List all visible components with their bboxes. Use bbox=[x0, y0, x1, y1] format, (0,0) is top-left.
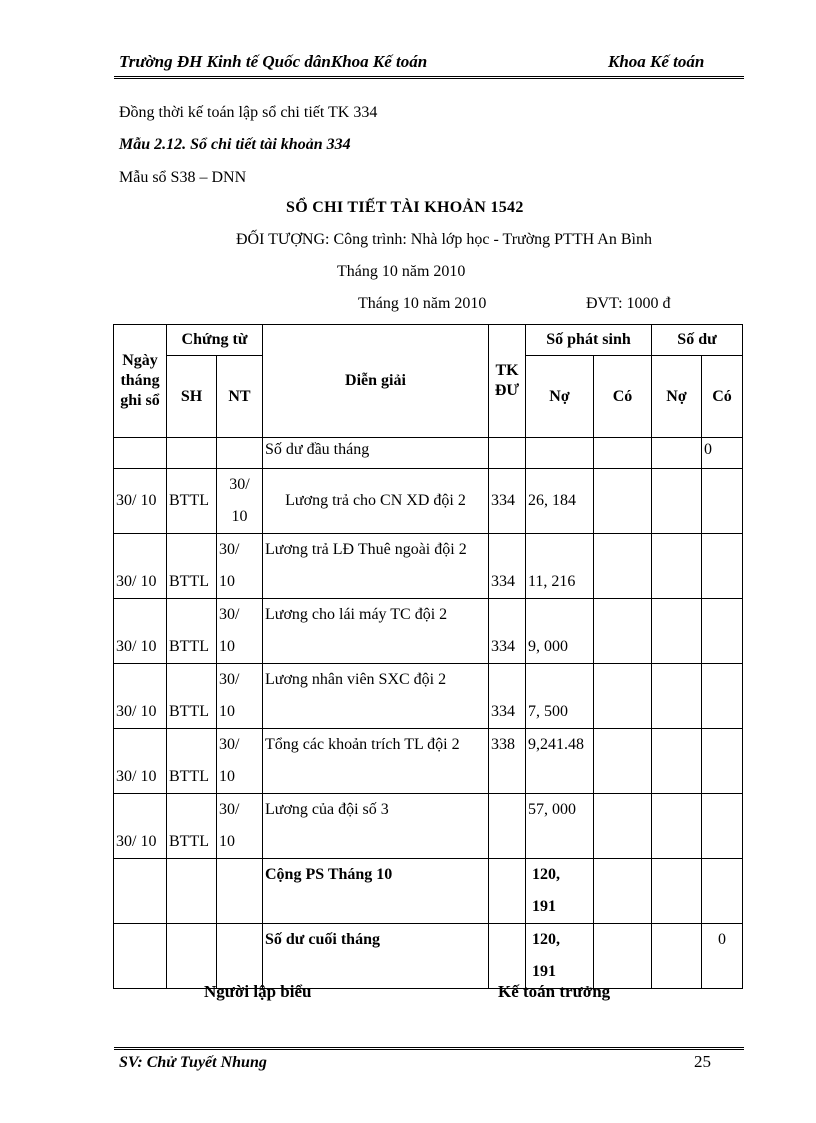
col-header-account: TK ĐƯ bbox=[489, 325, 526, 438]
footer-rule bbox=[114, 1047, 744, 1050]
cell-debit bbox=[526, 438, 594, 469]
cell-bal-credit: 0 bbox=[702, 438, 743, 469]
cell-date: 30/ 10 bbox=[114, 469, 167, 534]
cell-debit: 9, 000 bbox=[526, 599, 594, 664]
table-row bbox=[114, 599, 743, 664]
cell-desc: Lương của đội số 3 bbox=[263, 794, 489, 859]
cell-desc: Tổng các khoản trích TL đội 2 bbox=[263, 729, 489, 794]
cell-bal-debit bbox=[652, 438, 702, 469]
cell-empty bbox=[167, 924, 217, 989]
cell-sh bbox=[167, 438, 217, 469]
cell-date: 30/ 10 bbox=[114, 729, 167, 794]
signature-preparer: Người lập biểu bbox=[204, 982, 312, 1001]
cell-desc: Lương trả LĐ Thuê ngoài đội 2 bbox=[263, 534, 489, 599]
cell-desc: Số dư đầu tháng bbox=[263, 438, 489, 469]
cell-date: 30/ 10 bbox=[114, 534, 167, 599]
cell-debit: 9,241.48 bbox=[526, 729, 594, 794]
cell-sh: BTTL bbox=[167, 599, 217, 664]
cell-acct bbox=[489, 794, 526, 859]
cell-nt bbox=[217, 438, 263, 469]
cell-acct: 334 bbox=[489, 469, 526, 534]
cell-sh: BTTL bbox=[167, 469, 217, 534]
cell-debit: 11, 216 bbox=[526, 534, 594, 599]
cell-empty bbox=[167, 859, 217, 924]
cell-sh: BTTL bbox=[167, 534, 217, 599]
cell-credit bbox=[594, 438, 652, 469]
cell-credit bbox=[594, 729, 652, 794]
col-header-voucher: Chứng từ bbox=[167, 325, 263, 356]
cell-closing-desc: Số dư cuối tháng bbox=[263, 924, 489, 989]
cell-acct: 334 bbox=[489, 599, 526, 664]
cell-bal-credit bbox=[702, 469, 743, 534]
cell-empty bbox=[114, 924, 167, 989]
cell-empty bbox=[489, 859, 526, 924]
cell-acct: 334 bbox=[489, 664, 526, 729]
cell-nt: 30/ 10 bbox=[217, 729, 263, 794]
cell-closing-bal-credit: 0 bbox=[702, 924, 743, 989]
cell-empty bbox=[594, 859, 652, 924]
cell-closing-debit: 120, 191 bbox=[526, 924, 594, 989]
cell-date bbox=[114, 438, 167, 469]
header-rule bbox=[114, 76, 744, 79]
table-row-closing bbox=[114, 924, 743, 989]
cell-bal-credit bbox=[702, 729, 743, 794]
table-row bbox=[114, 534, 743, 599]
col-header-debit: Nợ bbox=[526, 356, 594, 438]
col-header-description: Diễn giải bbox=[263, 325, 489, 438]
cell-bal-debit bbox=[652, 794, 702, 859]
cell-credit bbox=[594, 534, 652, 599]
cell-acct bbox=[489, 438, 526, 469]
cell-credit bbox=[594, 469, 652, 534]
cell-bal-debit bbox=[652, 664, 702, 729]
cell-debit: 57, 000 bbox=[526, 794, 594, 859]
header-left: Trường ĐH Kinh tế Quốc dânKhoa Kế toán bbox=[119, 52, 428, 71]
cell-acct: 338 bbox=[489, 729, 526, 794]
cell-sh: BTTL bbox=[167, 729, 217, 794]
cell-bal-credit bbox=[702, 664, 743, 729]
cell-desc: Lương nhân viên SXC đội 2 bbox=[263, 664, 489, 729]
cell-sh: BTTL bbox=[167, 794, 217, 859]
table-row-total bbox=[114, 859, 743, 924]
signature-chief-accountant: Kế toán trưởng bbox=[498, 982, 611, 1001]
cell-sh: BTTL bbox=[167, 664, 217, 729]
table-row bbox=[114, 664, 743, 729]
cell-bal-credit bbox=[702, 794, 743, 859]
cell-total-desc: Cộng PS Tháng 10 bbox=[263, 859, 489, 924]
ledger-title: SỔ CHI TIẾT TÀI KHOẢN 1542 bbox=[286, 199, 524, 216]
cell-bal-debit bbox=[652, 599, 702, 664]
cell-nt: 30/ 10 bbox=[217, 469, 263, 534]
cell-desc: Lương trả cho CN XD đội 2 bbox=[263, 469, 489, 534]
cell-acct: 334 bbox=[489, 534, 526, 599]
cell-empty bbox=[217, 924, 263, 989]
cell-empty bbox=[702, 859, 743, 924]
table-row bbox=[114, 438, 743, 469]
form-title: Mẫu 2.12. Sổ chi tiết tài khoản 334 bbox=[119, 136, 351, 153]
cell-bal-debit bbox=[652, 729, 702, 794]
cell-date: 30/ 10 bbox=[114, 599, 167, 664]
cell-bal-credit bbox=[702, 599, 743, 664]
cell-date: 30/ 10 bbox=[114, 794, 167, 859]
cell-debit: 7, 500 bbox=[526, 664, 594, 729]
form-code: Mẫu sổ S38 – DNN bbox=[119, 169, 247, 186]
col-header-sh: SH bbox=[167, 356, 217, 438]
col-header-date: Ngày tháng ghi sổ bbox=[114, 325, 167, 438]
col-header-bal-debit: Nợ bbox=[652, 356, 702, 438]
footer-student: SV: Chử Tuyết Nhung bbox=[119, 1054, 267, 1071]
col-header-arising: Số phát sinh bbox=[526, 325, 652, 356]
col-header-nt: NT bbox=[217, 356, 263, 438]
cell-nt: 30/ 10 bbox=[217, 664, 263, 729]
header-right: Khoa Kế toán bbox=[608, 52, 705, 71]
cell-bal-credit bbox=[702, 534, 743, 599]
cell-credit bbox=[594, 664, 652, 729]
cell-nt: 30/ 10 bbox=[217, 534, 263, 599]
table-row bbox=[114, 794, 743, 859]
cell-bal-debit bbox=[652, 469, 702, 534]
table-row bbox=[114, 729, 743, 794]
cell-empty bbox=[489, 924, 526, 989]
col-header-bal-credit: Có bbox=[702, 356, 743, 438]
cell-date: 30/ 10 bbox=[114, 664, 167, 729]
intro-line: Đồng thời kế toán lập sổ chi tiết TK 334 bbox=[119, 104, 378, 121]
cell-empty bbox=[652, 924, 702, 989]
object-line: ĐỐI TƯỢNG: Công trình: Nhà lớp học - Trường PTTH An Bình bbox=[236, 231, 652, 248]
cell-debit: 26, 184 bbox=[526, 469, 594, 534]
month-line: Tháng 10 năm 2010 bbox=[337, 263, 466, 280]
cell-desc: Lương cho lái máy TC đội 2 bbox=[263, 599, 489, 664]
ledger-table bbox=[113, 324, 743, 989]
cell-empty bbox=[114, 859, 167, 924]
cell-credit bbox=[594, 599, 652, 664]
cell-credit bbox=[594, 794, 652, 859]
cell-nt: 30/ 10 bbox=[217, 599, 263, 664]
cell-empty bbox=[217, 859, 263, 924]
col-header-balance: Số dư bbox=[652, 325, 743, 356]
table-row bbox=[114, 469, 743, 534]
cell-empty bbox=[594, 924, 652, 989]
unit-label: ĐVT: 1000 đ bbox=[586, 295, 671, 312]
cell-nt: 30/ 10 bbox=[217, 794, 263, 859]
cell-bal-debit bbox=[652, 534, 702, 599]
page-number: 25 bbox=[694, 1052, 711, 1071]
cell-total-debit: 120, 191 bbox=[526, 859, 594, 924]
month-line-2: Tháng 10 năm 2010 bbox=[358, 295, 487, 312]
cell-empty bbox=[652, 859, 702, 924]
col-header-credit: Có bbox=[594, 356, 652, 438]
